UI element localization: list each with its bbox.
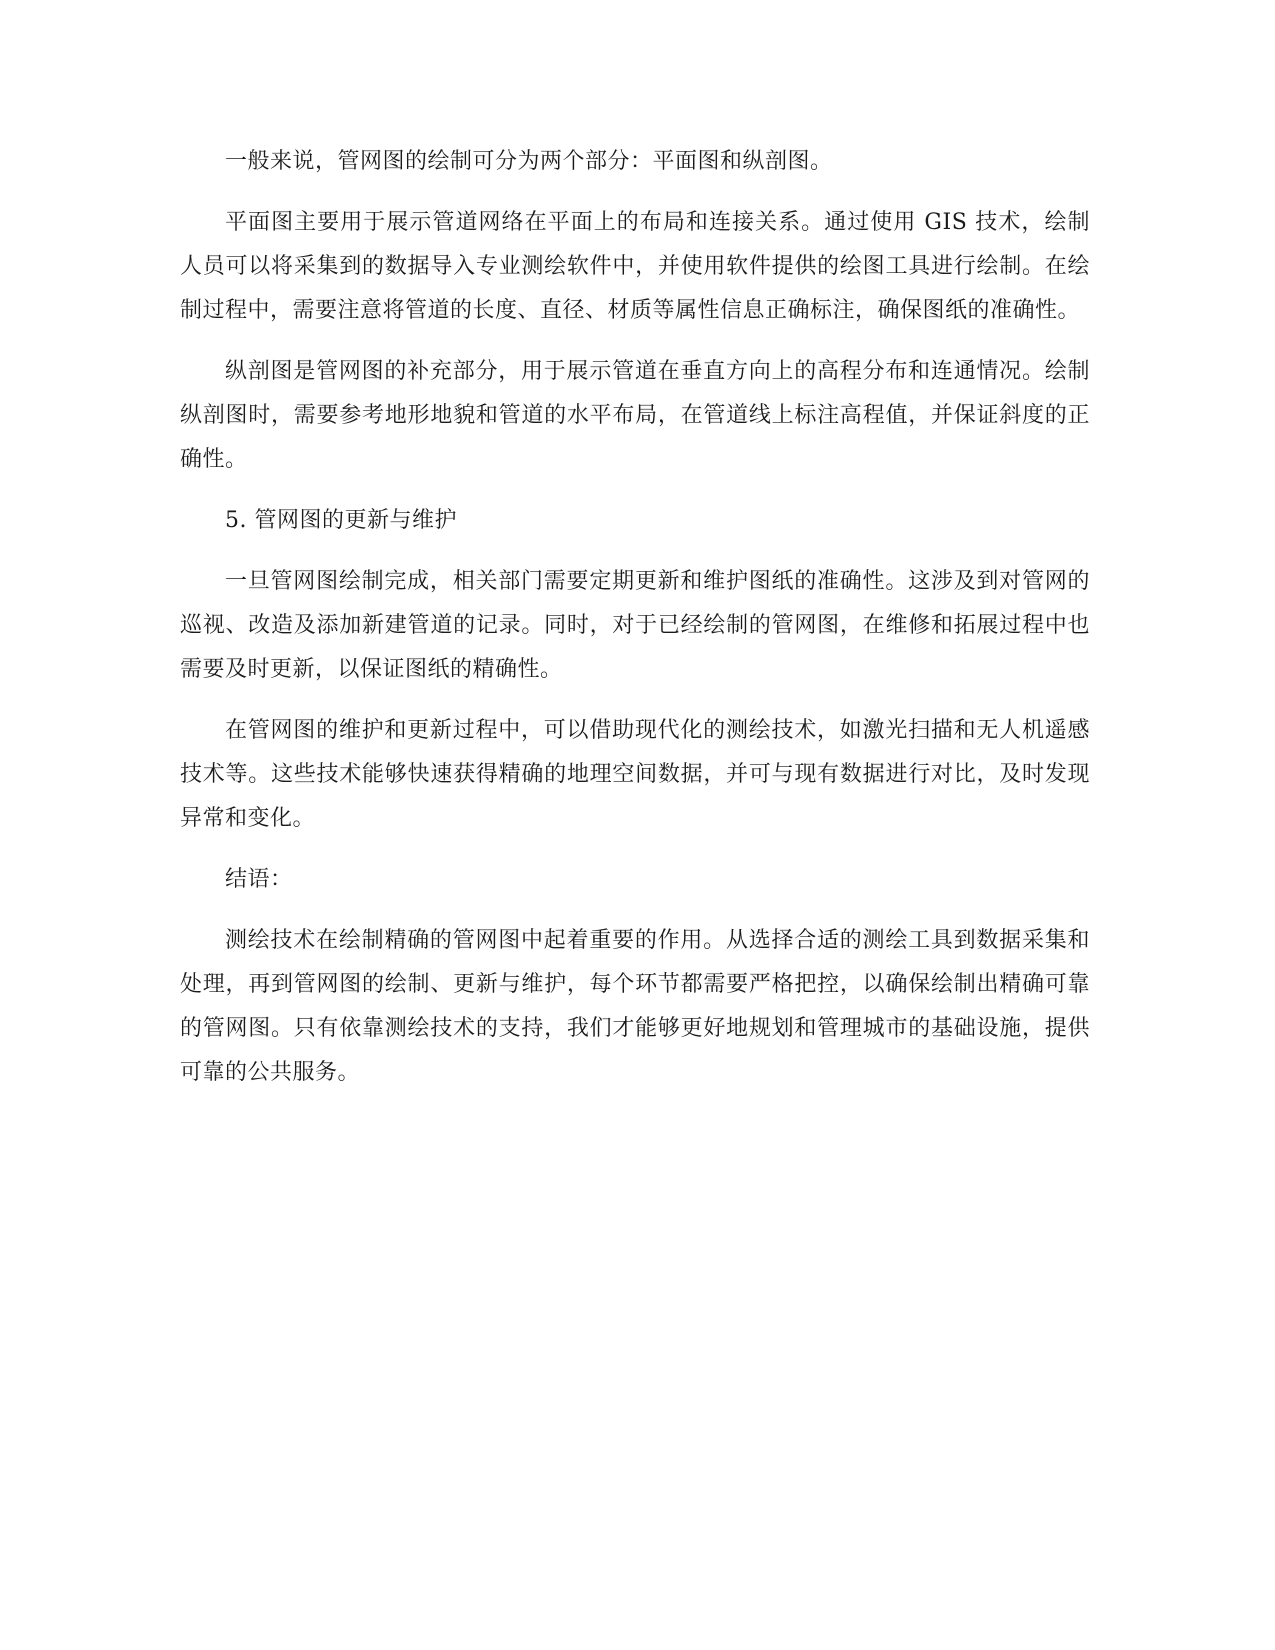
document-body xyxy=(180,140,1090,1112)
paragraph-update-maintenance: 一旦管网图绘制完成，相关部门需要定期更新和维护图纸的准确性。这涉及到对管网的巡视、改造及添加新建管道的记录。同时，对于已经绘制的管网图，在维修和拓展过程中也需要及时更新，以保证图纸的精确性。 xyxy=(180,569,1090,682)
paragraph-drawing-parts: 一般来说，管网图的绘制可分为两个部分：平面图和纵剖图。 xyxy=(225,149,833,174)
paragraph-plan-view: 平面图主要用于展示管道网络在平面上的布局和连接关系。通过使用 GIS 技术，绘制人员可以将采集到的数据导入专业测绘软件中，并使用软件提供的绘图工具进行绘制。在绘制过程中，需要注意将管道的长度、直径、材质等属性信息正确标注，确保图纸的准确性。 xyxy=(180,210,1090,323)
conclusion-heading: 结语： xyxy=(225,867,293,892)
paragraph-modern-techniques: 在管网图的维护和更新过程中，可以借助现代化的测绘技术，如激光扫描和无人机遥感技术等。这些技术能够快速获得精确的地理空间数据，并可与现有数据进行对比，及时发现异常和变化。 xyxy=(180,718,1090,831)
paragraph-profile-view: 纵剖图是管网图的补充部分，用于展示管道在垂直方向上的高程分布和连通情况。绘制纵剖图时，需要参考地形地貌和管道的水平布局，在管道线上标注高程值，并保证斜度的正确性。 xyxy=(180,359,1090,472)
paragraph-conclusion: 测绘技术在绘制精确的管网图中起着重要的作用。从选择合适的测绘工具到数据采集和处理，再到管网图的绘制、更新与维护，每个环节都需要严格把控，以确保绘制出精确可靠的管网图。只有依靠测绘技术的支持，我们才能够更好地规划和管理城市的基础设施，提供可靠的公共服务。 xyxy=(180,928,1090,1085)
section-heading-update-maintenance: 5. 管网图的更新与维护 xyxy=(225,508,457,533)
